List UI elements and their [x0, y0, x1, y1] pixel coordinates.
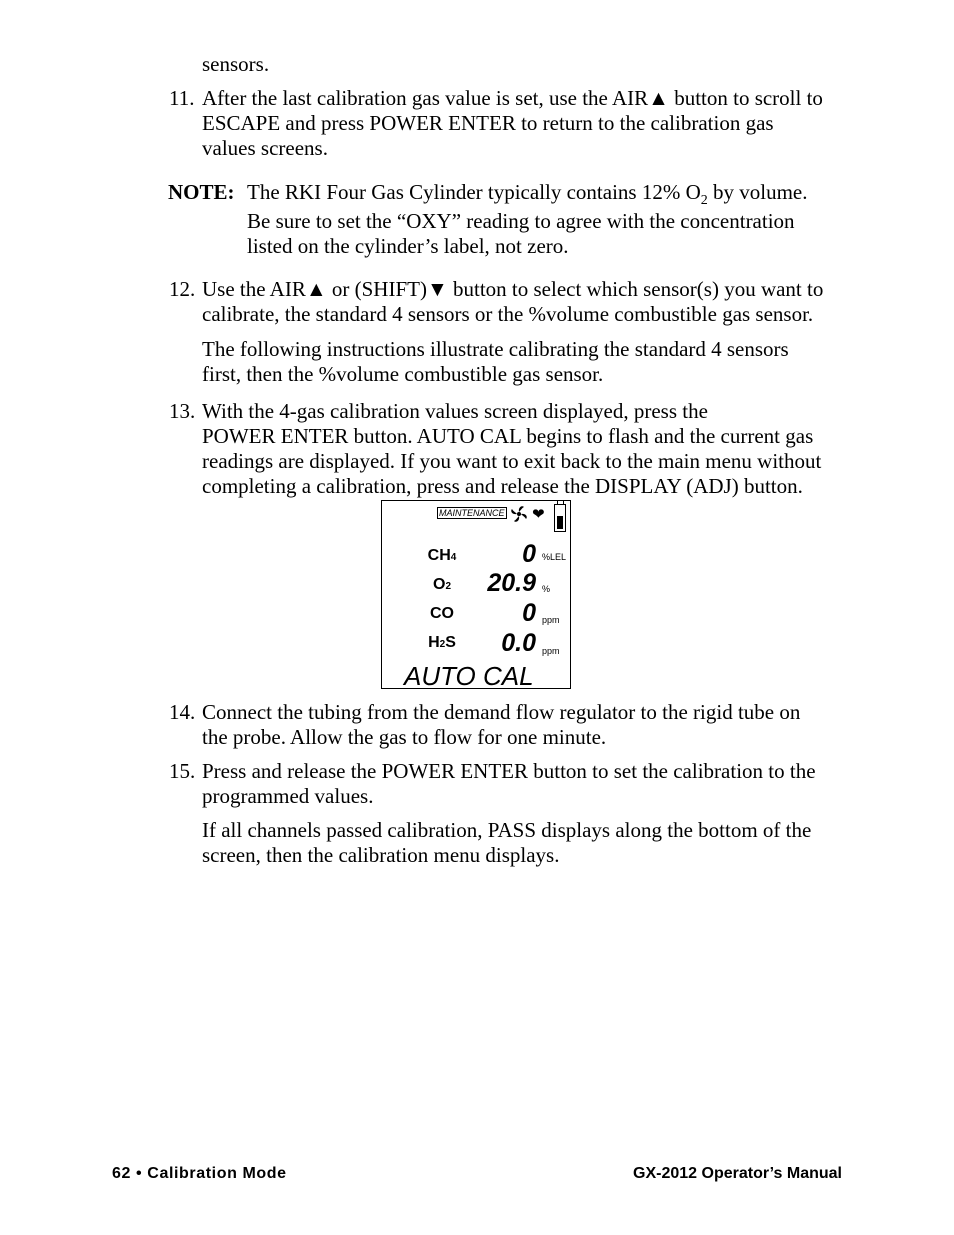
reading-ch4: 0 [522, 540, 536, 568]
gas-label-o2: O2 [432, 576, 451, 593]
paragraph-line: programmed values. [202, 784, 374, 808]
step-number: 11. [169, 86, 195, 110]
instrument-display [381, 500, 571, 689]
text: button to select which sensor(s) you want to [447, 277, 824, 301]
paragraph-line: The following instructions illustrate calibrating the standard 4 sensors [202, 337, 789, 361]
subscript: 2 [700, 193, 708, 208]
paragraph-line: ESCAPE and press POWER ENTER to return to the calibration gas [202, 111, 774, 135]
step-number: 12. [169, 277, 196, 301]
up-arrow-icon: ▲ [305, 277, 327, 301]
paragraph-line [247, 180, 808, 208]
up-arrow-icon: ▲ [648, 86, 669, 110]
step-number: 14. [169, 700, 196, 724]
reading-co: 0 [522, 599, 536, 627]
paragraph-line: Connect the tubing from the demand flow regulator to the rigid tube on [202, 700, 801, 724]
text: button to scroll to [668, 86, 823, 110]
paragraph-line: completing a calibration, press and release the DISPLAY (ADJ) button. [202, 474, 803, 498]
paragraph-line [202, 277, 823, 302]
paragraph-line: Press and release the POWER ENTER button to set the calibration to the [202, 759, 816, 783]
footer-right: GX-2012 Operator’s Manual [633, 1165, 842, 1182]
footer-left: 62 • Calibration Mode [112, 1165, 287, 1182]
unit-ch4: %LEL [542, 552, 567, 562]
unit-o2: % [542, 584, 551, 594]
mode-label: AUTO CAL [404, 661, 534, 691]
unit-h2s: ppm [542, 646, 560, 656]
down-arrow-icon: ▼ [426, 277, 448, 301]
text: Use the AIR [202, 277, 306, 301]
maintenance-label: MAINTENANCE [439, 508, 505, 518]
paragraph-line: listed on the cylinder’s label, not zero. [247, 234, 569, 258]
note-label: NOTE: [168, 180, 235, 204]
battery-icon [554, 504, 566, 532]
heart-icon: ❤ [532, 506, 545, 523]
gas-label-h2s: H2S [428, 634, 456, 651]
reading-o2: 20.9 [487, 569, 536, 597]
text: by volume. [707, 180, 808, 204]
step-number: 13. [169, 399, 196, 423]
paragraph-line: sensors. [202, 52, 270, 76]
reading-h2s: 0.0 [501, 629, 536, 657]
paragraph-line: readings are displayed. If you want to exit back to the main menu without [202, 449, 822, 473]
paragraph-line: screen, then the calibration menu displays. [202, 843, 560, 867]
paragraph-line: values screens. [202, 136, 328, 160]
text: The RKI Four Gas Cylinder typically contains 12% O [247, 180, 701, 204]
text: or (SHIFT) [326, 277, 427, 301]
paragraph-line: POWER ENTER button. AUTO CAL begins to flash and the current gas [202, 424, 814, 448]
fan-icon [509, 504, 529, 524]
paragraph-line: the probe. Allow the gas to flow for one minute. [202, 725, 607, 749]
text: After the last calibration gas value is set, use the AIR [202, 86, 649, 110]
paragraph-line: Be sure to set the “OXY” reading to agree with the concentration [247, 209, 795, 233]
step-number: 15. [169, 759, 196, 783]
paragraph-line: first, then the %volume combustible gas sensor. [202, 362, 604, 386]
paragraph-line: calibrate, the standard 4 sensors or the %volume combustible gas sensor. [202, 302, 814, 326]
unit-co: ppm [542, 615, 560, 625]
paragraph-line [202, 86, 823, 111]
gas-label-co: CO [430, 605, 454, 622]
gas-label-ch4: CH4 [427, 547, 457, 564]
paragraph-line: With the 4-gas calibration values screen displayed, press the [202, 399, 708, 423]
paragraph-line: If all channels passed calibration, PASS displays along the bottom of the [202, 818, 812, 842]
